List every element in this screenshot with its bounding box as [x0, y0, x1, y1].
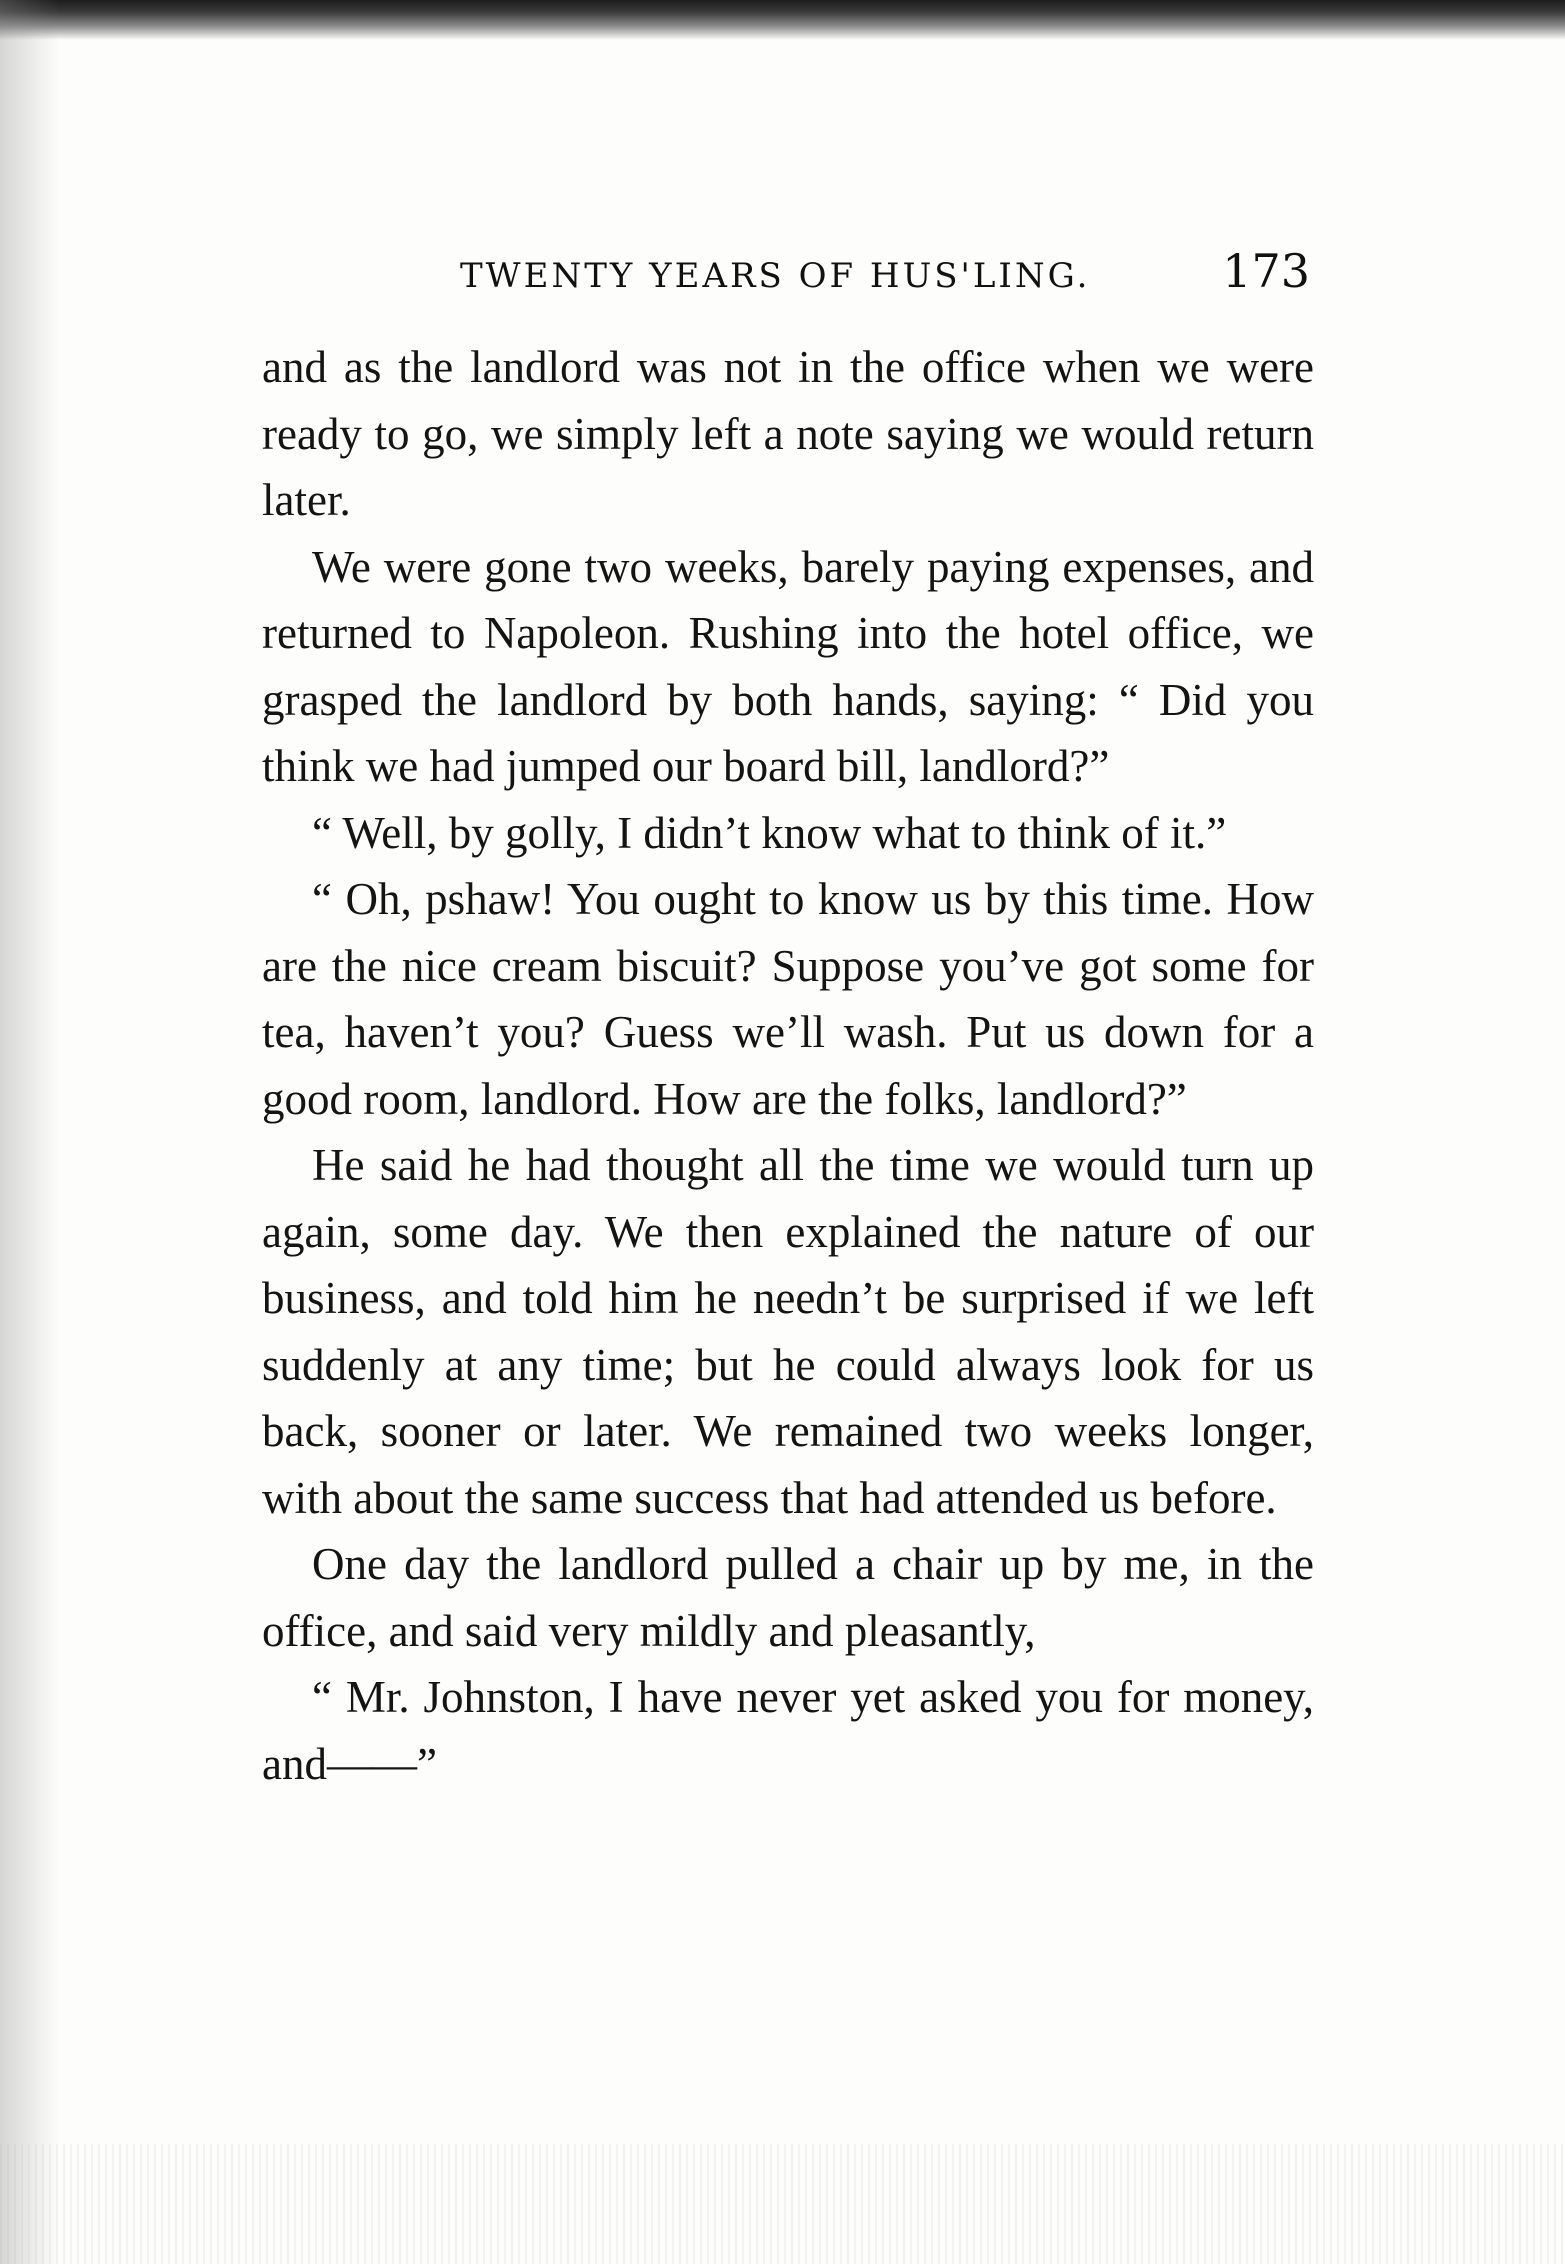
- paragraph: “ Well, by golly, I didn’t know what to think of it.”: [312, 807, 1227, 858]
- scan-left-edge: [0, 0, 60, 2264]
- scan-bottom-noise: [0, 2144, 1565, 2264]
- paragraph: “ Oh, pshaw! You ought to know us by this time. How are the nice cream biscuit? Suppose you’ve got some for tea, haven’t you? Guess we’ll wash. Put us down for a good room, landlord. How are the folks, landlord?”: [262, 874, 1314, 1124]
- scan-top-edge: [0, 0, 1565, 40]
- running-head: [260, 236, 1310, 306]
- paragraph: We were gone two weeks, barely paying expenses, and returned to Napoleon. Rushing into the hotel office, we grasped the landlord by both hands, saying: “ Did you think we had jumped our board bill, landlord?”: [262, 541, 1314, 791]
- page-number: 173: [1222, 244, 1310, 298]
- paragraph: He said he had thought all the time we would turn up again, some day. We then explained the nature of our business, and told him he needn’t be surprised if we left suddenly at any time; but he could always look for us back, sooner or later. We remained two weeks longer, with about the same success that had attended us before.: [262, 1140, 1314, 1523]
- paragraph-continued: and as the landlord was not in the office when we were ready to go, we simply left a note saying we would return later.: [262, 342, 1314, 525]
- body-text: [262, 334, 1314, 1797]
- paragraph: “ Mr. Johnston, I have never yet asked you for money, and——”: [262, 1672, 1314, 1789]
- paragraph: One day the landlord pulled a chair up by me, in the office, and said very mildly and pleasantly,: [262, 1539, 1314, 1656]
- running-head-title: TWENTY YEARS OF HUS'LING.: [460, 256, 1091, 296]
